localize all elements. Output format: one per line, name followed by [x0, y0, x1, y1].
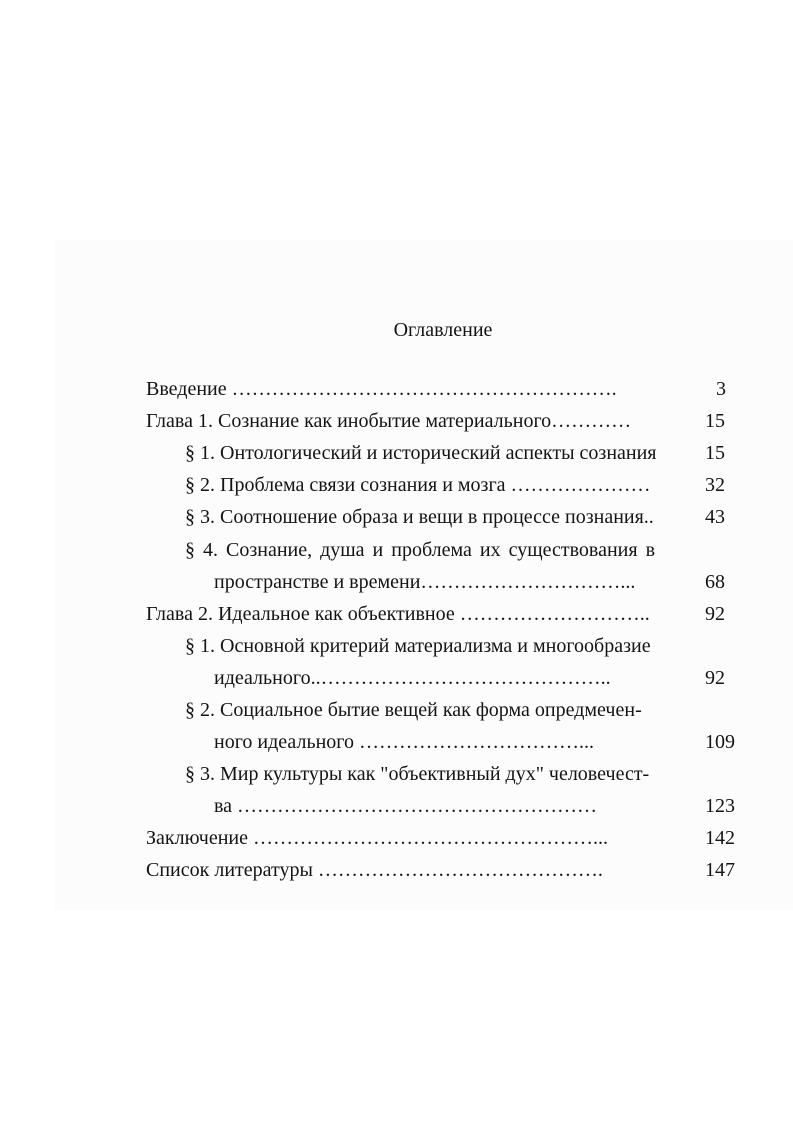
toc-entry-text: ва ………………………………………………: [214, 795, 598, 817]
toc-entry-text: § 2. Проблема связи сознания и мозга …………………: [185, 474, 651, 496]
toc-entry-text: Список литературы …………………………………….: [146, 859, 603, 881]
toc-entry-ch1-sec2[interactable]: [185, 473, 651, 497]
toc-entry-text: § 2. Социальное бытие вещей как форма опредмечен-: [185, 699, 642, 721]
toc-entry-ch2-sec3-continued[interactable]: [214, 794, 597, 818]
toc-page-number: 92: [705, 667, 725, 689]
toc-entry-chapter-1[interactable]: [146, 409, 631, 433]
toc-entry-chapter-2[interactable]: [146, 602, 650, 626]
toc-page-number: 3: [716, 378, 726, 400]
toc-entry-conclusion[interactable]: [146, 826, 608, 850]
toc-entry-text: § 3. Мир культуры как "объективный дух" человечест-: [185, 763, 650, 785]
toc-entry-text: Введение ………………………………………………….: [146, 378, 617, 400]
toc-page-number: 15: [705, 410, 725, 432]
toc-entry-bibliography[interactable]: [146, 858, 603, 882]
toc-entry-text: § 4. Сознание, душа и проблема их существования в: [185, 539, 656, 561]
toc-page-number: 32: [705, 474, 725, 496]
toc-page-number: 92: [705, 603, 725, 625]
toc-entry-ch1-sec4[interactable]: [185, 538, 655, 562]
toc-entry-text: § 1. Онтологический и исторический аспекты сознания: [185, 442, 657, 464]
toc-entry-text: Заключение ……………………………………………...: [146, 827, 608, 849]
toc-entry-introduction[interactable]: [146, 377, 688, 401]
toc-page-number: 68: [705, 571, 725, 593]
toc-entry-ch1-sec3[interactable]: [185, 505, 654, 529]
toc-page-number: 43: [705, 506, 725, 528]
toc-entry-text: ного идеального ……………………………...: [214, 731, 594, 753]
toc-page-number: 109: [705, 731, 735, 753]
toc-entry-text: Глава 1. Сознание как инобытие материального…………: [146, 410, 632, 432]
toc-entry-text: Глава 2. Идеальное как объективное ………………………..: [146, 603, 650, 625]
toc-entry-ch2-sec3[interactable]: [185, 762, 649, 786]
toc-entry-ch1-sec4-continued[interactable]: [214, 570, 635, 594]
toc-entry-ch2-sec1[interactable]: [185, 634, 651, 658]
toc-entry-text: пространстве и времени…………………………...: [214, 571, 636, 593]
toc-entry-ch2-sec2-continued[interactable]: [214, 730, 594, 754]
toc-entry-text: § 1. Основной критерий материализма и многообразие: [185, 635, 651, 657]
toc-page-number: 123: [705, 795, 735, 817]
toc-entry-ch2-sec1-continued[interactable]: [214, 666, 611, 690]
toc-page-number: 147: [705, 859, 735, 881]
toc-entry-ch2-sec2[interactable]: [185, 698, 642, 722]
toc-page-number: 142: [705, 827, 735, 849]
page-title: Оглавление: [393, 319, 493, 341]
toc-page-number: 15: [705, 442, 725, 464]
toc-entry-text: § 3. Соотношение образа и вещи в процессе познания..: [185, 506, 654, 528]
toc-entry-text: идеального..……………………………………..: [214, 667, 611, 689]
toc-entry-ch1-sec1[interactable]: [185, 441, 657, 465]
